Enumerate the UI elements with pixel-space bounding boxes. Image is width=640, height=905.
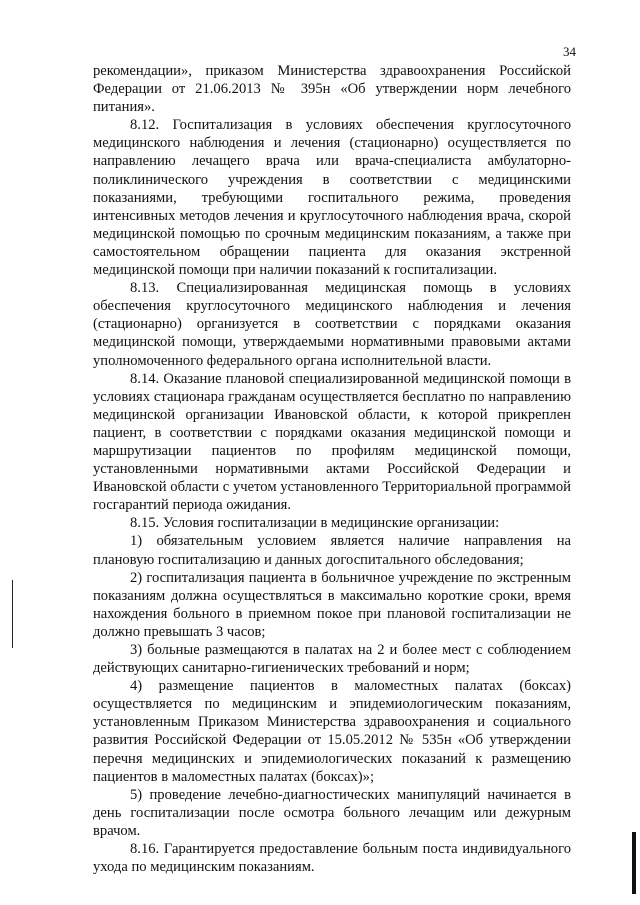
document-body: [93, 62, 571, 876]
paragraph-8-14: 8.14. Оказание плановой специализированной медицинской помощи в условиях стационара гражданам осуществляется бесплатно по направлению медицинской организации Ивановской области, к которой прикреплен пациент, в соответствии с порядками оказания медицинской помощи и маршрутизации пациентов по профилям медицинской помощи, установленными нормативными актами Российской Федерации и Ивановской области с учетом установленного Территориальной программой госгарантий периода ожидания.: [93, 370, 571, 514]
list-item-4: 4) размещение пациентов в маломестных палатах (боксах) осуществляется по медицинским и эпидемиологическим показаниям, установленным Приказом Министерства здравоохранения и социального развития Российской Федерации от 15.05.2012 № 535н «Об утверждении перечня медицинских и эпидемиологических показаний к размещению пациентов в маломестных палатах (боксах)»;: [93, 678, 571, 785]
page-number: 34: [563, 44, 576, 59]
list-item-5: 5) проведение лечебно-диагностических манипуляций начинается в день госпитализации после осмотра больного лечащим или дежурным врачом.: [93, 786, 571, 839]
paragraph-8-13: 8.13. Специализированная медицинская помощь в условиях обеспечения круглосуточного медицинского наблюдения и лечения (стационарно) организуется в соответствии с порядками оказания медицинской помощи, утверждаемыми нормативными правовыми актами уполномоченного федерального органа исполнительной власти.: [93, 280, 571, 369]
list-item-3: 3) больные размещаются в палатах на 2 и более мест с соблюдением действующих санитарно-гигиенических требований и норм;: [93, 642, 571, 677]
paragraph-8-12: 8.12. Госпитализация в условиях обеспечения круглосуточного медицинского наблюдения и лечения (стационарно) осуществляется по направлению лечащего врача или врача-специалиста амбулаторно-поликлинического учреждения в соответствии с медицинскими показаниями, требующими госпитального режима, проведения интенсивных методов лечения и круглосуточного наблюдения врача, скорой медицинской помощью по срочным медицинским показаниям, а также при самостоятельном обращении пациента для оказания экстренной медицинской помощи при наличии показаний к госпитализации.: [93, 117, 571, 279]
list-item-2: 2) госпитализация пациента в больничное учреждение по экстренным показаниям должна осуществляться в максимально короткие сроки, время нахождения больного в приемном покое при плановой госпитализации не должно превышать 3 часов;: [93, 569, 571, 640]
paragraph-continuation: рекомендации», приказом Министерства здравоохранения Российской Федерации от 21.06.2013 № 395н «Об утверждении норм лечебного питания».: [93, 63, 571, 116]
scan-mark-right: [632, 832, 636, 894]
paragraph-8-16: 8.16. Гарантируется предоставление больным поста индивидуального ухода по медицинским показаниям.: [93, 841, 571, 876]
list-item-1: 1) обязательным условием является наличие направления на плановую госпитализацию и данных догоспитального обследования;: [93, 533, 571, 568]
paragraph-8-15: 8.15. Условия госпитализации в медицинские организации:: [130, 515, 500, 532]
scan-mark-left: [12, 580, 13, 648]
